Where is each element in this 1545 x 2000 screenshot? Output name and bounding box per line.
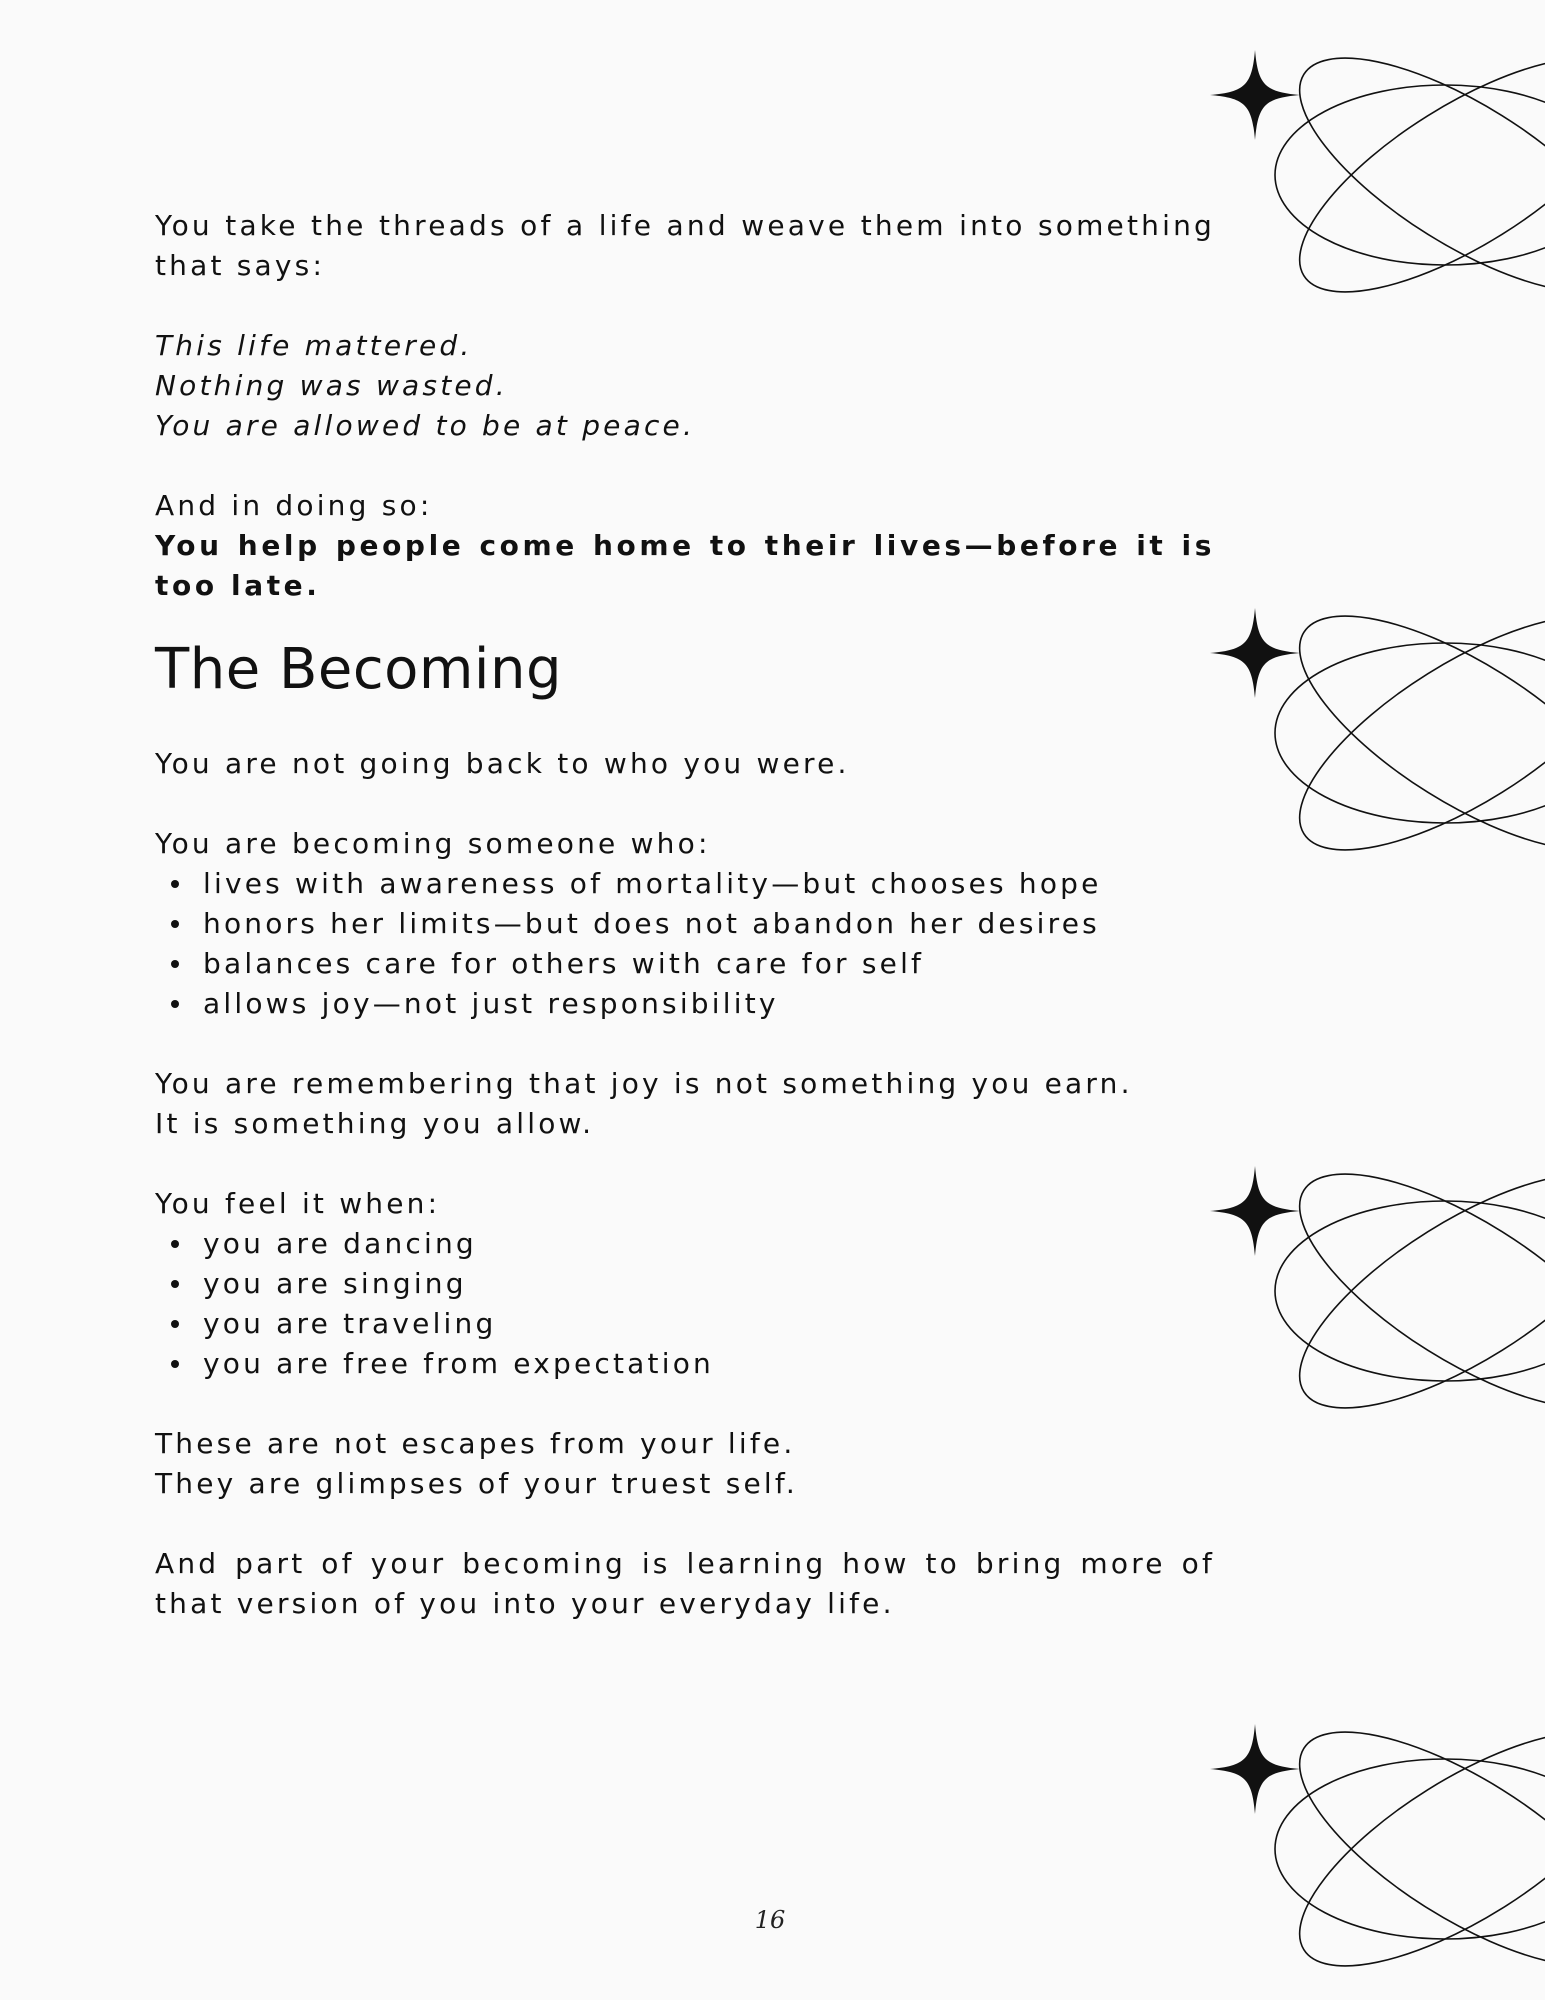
feel-list	[155, 1224, 1215, 1384]
orbit-star-icon	[1195, 1076, 1545, 1496]
paragraph: You are remembering that joy is not something you earn.	[155, 1067, 1133, 1100]
becoming-list	[155, 864, 1215, 1024]
intro-paragraph: You take the threads of a life and weave them into something that says:	[155, 209, 1215, 282]
list-item: you are traveling	[155, 1304, 1215, 1344]
list-item: balances care for others with care for self	[155, 944, 1215, 984]
list-item: you are free from expectation	[155, 1344, 1215, 1384]
list-item: honors her limits—but does not abandon her desires	[155, 904, 1215, 944]
affirmation-line: This life mattered.	[155, 329, 473, 362]
page-number: 16	[754, 1906, 786, 1934]
orbit-star-icon	[1195, 1634, 1545, 2000]
body-text	[155, 206, 1215, 1624]
paragraph: It is something you allow.	[155, 1107, 595, 1140]
paragraph: You are not going back to who you were.	[155, 747, 850, 780]
paragraph: They are glimpses of your truest self.	[155, 1467, 799, 1500]
affirmation-line: You are allowed to be at peace.	[155, 409, 696, 442]
affirmation-line: Nothing was wasted.	[155, 369, 508, 402]
section-heading: The Becoming	[155, 637, 563, 702]
list-item: lives with awareness of mortality—but chooses hope	[155, 864, 1215, 904]
list-intro: You feel it when:	[155, 1187, 441, 1220]
closing-paragraph: And part of your becoming is learning how to bring more of that version of you into your everyday life.	[155, 1547, 1215, 1620]
list-item: you are singing	[155, 1264, 1215, 1304]
list-intro: You are becoming someone who:	[155, 827, 711, 860]
list-item: you are dancing	[155, 1224, 1215, 1264]
paragraph: These are not escapes from your life.	[155, 1427, 796, 1460]
orbit-star-icon	[1195, 518, 1545, 938]
list-item: allows joy—not just responsibility	[155, 984, 1215, 1024]
bold-statement: You help people come home to their lives—before it is too late.	[155, 529, 1215, 602]
lead-in-text: And in doing so:	[155, 489, 433, 522]
orbit-star-icon	[1195, 0, 1545, 380]
